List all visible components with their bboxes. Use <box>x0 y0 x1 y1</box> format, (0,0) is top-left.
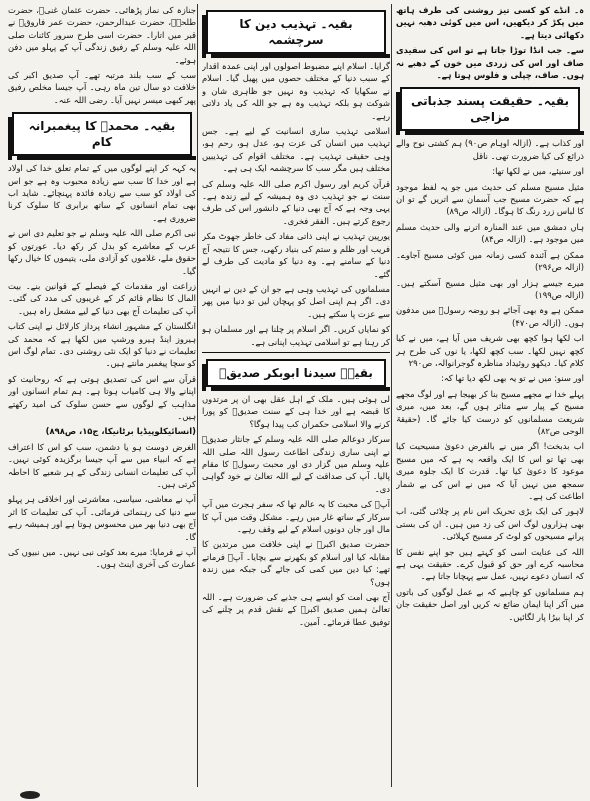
page-ornament <box>20 791 40 799</box>
paragraph: لی ہوئی ہیں۔ ملک کے اہل عقل بھی ان پر مرتدوں کا قبضہ ہے اور خدا ہی کے سنت صدیقؓ کو پورا کرنے والا اسلامی حکمران کب پیدا ہوگا؟ <box>202 393 390 429</box>
paragraph: اب لکھا ہوا کچھ بھی شریف میں آیا ہے، میں نے کیا کچھ نہیں لکھا۔ سب کچھ لکھا، یا نوں کی طرح ہر کلام کیا۔ دیکھو روئیداد مناظرہ گوجرانوالہ، ص۲۹۰ <box>396 333 584 368</box>
paragraph: مسلمانوں کی تہذیب وہی ہے جو ان کے دین نے انہیں دی۔ اگر ہم اپنی اصل کو پہچان لیں تو دنیا میں پھر سے عزت پا سکتے ہیں۔ <box>202 283 390 319</box>
paragraph: اسلامی تہذیب ساری انسانیت کے لیے ہے۔ جس تہذیب میں انسان کی عزت ہو، عدل ہو، رحم ہو، وہی حقیقی تہذیب ہے۔ مختلف اقوام کی تہذیبیں مختلف ہیں مگر سب کا سرچشمہ ایک ہی ہے۔ <box>202 126 390 174</box>
paragraph: پہلے خدا نے مجھے مسیح بنا کر بھیجا ہے اور لوگ مجھے مسیح کے پیار سے متاثر ہوں گے، بعد میں، میری شریعت مسلمانوں کو درست کیا جائے گا۔ (حقیقۃ الوحی ص۸۲) <box>396 388 584 436</box>
paragraph: ہ۔ انڈے کو کسی تیز روشنی کی طرف ہاتھ میں پکڑ کر دیکھیں، اس میں کوئی دھبہ نہیں دکھائی دیتا ہے۔ <box>396 5 584 40</box>
paragraph: اور سنو: میں نے تو یہ بھی لکھ دیا تھا کہ: <box>441 373 584 384</box>
section-heading: بقیہ۔ سیدنا ابوبکر صدیقؓ <box>206 359 386 387</box>
paragraph: کو نمایاں کریں۔ اگر اسلام پر چلنا ہے اور مسلمان ہو کر رہنا ہے تو اسلامی تہذیب اپنانی ہے۔ <box>202 324 390 347</box>
paragraph: آپ نے فرمایا: میرے بعد کوئی نبی نہیں۔ میں نبیوں کی عمارت کی آخری اینٹ ہوں۔ <box>8 547 196 570</box>
paragraph: اور کذاب ہے۔ (ازالہ اوہام ص۹۰) ہم کشتی نوح والے ذرائع کی کیا ضرورت تھی۔ ناقل <box>396 138 584 161</box>
paragraph: حضرت صدیق اکبرؓ نے اپنی خلافت میں مرتدین کا مقابلہ کیا اور اسلام کو بکھرنے سے بچایا۔ آپؓ فرماتے تھے: کیا دین میں کمی کی جائے گی جبکہ میں زندہ ہوں؟ <box>202 539 390 587</box>
section-heading: بقیہ۔ حقیقت پسند جذباتی مزاجی <box>400 87 580 131</box>
paragraph: ممکن ہے آئندہ کسی زمانہ میں کوئی مسیح آجاوے۔ (ازالہ ص۲۹۶) <box>396 249 584 273</box>
paragraph: قرآن کریم اور رسول اکرم صلی اللہ علیہ وسلم کی سنت نے جو تہذیب دی وہ ہمیشہ کے لیے زندہ ہے۔ یہی وجہ ہے کہ آج بھی دنیا کے دانشور اس کی طرف رجوع کرتے ہیں۔ الفقر فخری۔ <box>202 178 390 226</box>
paragraph: یورپین تہذیب نے اپنی ذاتی مفاد کی خاطر جھوٹ مکر فریب اور ظلم و ستم کی بنیاد رکھی، جس کا نتیجہ آج دنیا کے سامنے ہے۔ وہ دنیا کو مادیت کی طرف لے گئے۔ <box>202 231 390 279</box>
paragraph: سرکار دوعالم صلی اللہ علیہ وسلم کے جانثار صدیقؓ نے اپنی ساری زندگی اطاعت رسول اللہ صلی اللہ علیہ وسلم میں گزار دی اور محبت رسولؐ کا مقام پالیا۔ آپ کی صداقت کے لیے اللہ تعالیٰ نے خود گواہی دی۔ <box>202 434 390 494</box>
middle-column <box>202 4 390 787</box>
section-heading: بقیہ۔ محمدؐ کا پیغمبرانہ کام <box>12 112 192 156</box>
paragraph: ہاں دمشق میں عند المنارہ اترنے والی حدیث مسلم میں موجود ہے۔ (ازالہ ص۸۴) <box>396 221 584 245</box>
paragraph: سے۔ جب انڈا توڑا جاتا ہے تو اس کی سفیدی صاف اور اس کی زردی میں خون کے دھبے نہ ہوں۔ صاف، چپلی و فلوس ہوتا ہے۔ <box>396 45 584 81</box>
paragraph: قرآن سے اس کی تصدیق ہوتی ہے کہ روحانیت کو اپنانے والا ہی کامیاب ہوتا ہے۔ ہم تمام انسانوں اور مذاہب کے لوگوں سے حسن سلوک کی امید رکھتے ہیں۔ <box>8 373 196 421</box>
paragraph: آج بھی امت کو ایسے ہی جذبے کی ضرورت ہے۔ اللہ تعالیٰ ہمیں صدیق اکبرؓ کے نقش قدم پر چلنے کی توفیق عطا فرمائے۔ آمین۔ <box>202 592 390 627</box>
paragraph: ممکن ہے وہ بھی آجائے ہو روضہ رسولؐ میں مدفون ہوں۔ (ازالہ ص۴۷۰) <box>396 305 584 328</box>
paragraph: سب کے سب بلند مرتبہ تھے۔ آپ صدیق اکبر کی خلافت دو سال تین ماہ رہی۔ آپ جیسا مخلص رفیق پھر کبھی میسر نہیں آیا۔ رضی اللہ عنہ۔ <box>8 70 196 105</box>
paragraph: الغرض دوست ہو یا دشمن، سب کو اس کا اعتراف ہے کہ انبیاء میں سے آپ جیسا برگزیدہ کوئی نہیں۔ آپ کی تعلیمات انسانی زندگی کے ہر شعبے کا احاطہ کرتی ہیں۔ <box>8 441 196 489</box>
paragraph: میرے جیسے ہزار اور بھی مثیل مسیح آسکتے ہیں۔ (ازالہ ص۱۹۹) <box>396 277 584 300</box>
paragraph: لاہور کی ایک بڑی تحریک اس نام پر چلائی گئی، اب بھی ہزاروں لوگ اس کی زد میں ہیں۔ ان کی بستی پرانے مسیحوں کو لوٹ کر مسیح کہلائی۔ <box>396 506 584 542</box>
column-divider <box>391 4 392 787</box>
section-heading: بقیہ۔ تہذیب دین کا سرچشمہ <box>206 10 386 54</box>
paragraph: مثیل مسیح مسلم کی حدیث میں جو یہ لفظ موجود ہے کہ حضرت مسیح جب آسمان سے اتریں گے تو ان کا لباس زرد رنگ کا ہوگا۔ (ازالہ ص۸۹) <box>396 181 584 217</box>
column-divider <box>197 4 198 787</box>
paragraph: اور سنیئے، میں نے لکھا تھا: <box>492 166 584 177</box>
paragraph: یہ کہہ کر اپنے لوگوں میں کے تمام تعلق خدا کی اولاد ہے اور خدا کا سب سے زیادہ محبوب وہ ہے جو اس کی اولاد کو سب سے زیادہ فائدہ پہنچائے۔ شاید اب بھی تمام انسانوں کے ساتھ برابری کا سلوک کرنا ضروری ہے۔ <box>8 163 196 223</box>
paragraph: گرایا۔ اسلام اپنے مضبوط اصولوں اور اپنی عمدہ اقدار کے سبب دنیا کے مختلف حصوں میں پھیل گیا۔ اسلام نے سکھایا کہ تہذیب وہ نہیں جو ظاہری شان و شوکت ہو بلکہ تہذیب وہ ہے جو اللہ کی یاد دلاتی رہے۔ <box>202 61 390 121</box>
paragraph: جنازہ کی نماز پڑھائی۔ حضرت عثمان غنیؓ، حضرت طلحہؓ، حضرت عبدالرحمن، حضرت عمر فاروقؓ نے قبر میں اتارا۔ حضرت اسی طرح سرور کائنات صلی اللہ علیہ وسلم کے رفیق زندگی آپ کے پہلو میں دفن ہوئے۔ <box>8 5 196 65</box>
paragraph: زراعت اور مقدمات کے فیصلے کے قوانین بنے۔ بیت المال کا نظام قائم کر کے غریبوں کی مدد کی گئی۔ آپ کی تعلیمات آج بھی دنیا کے لیے مشعل راہ ہیں۔ <box>8 280 196 316</box>
paragraph: اب بدبخت! اگر میں نے بالفرض دعویٰ مسیحیت کیا بھی تھا تو اس کا ایک واقعہ یہ ہے کہ میں مسیح موعود کا دعویٰ کیا تھا۔ قدرت کا ایک جلوہ میری سمجھ میں نہیں آیا کہ میں نے اس کی بے شمار اطاعت کی ہے۔ <box>396 441 584 501</box>
paragraph: آپ نے معاشی، سیاسی، معاشرتی اور اخلاقی ہر پہلو سے دنیا کی رہنمائی فرمائی۔ آپ کی تعلیمات کا اثر آج بھی دنیا بھر میں محسوس ہوتا ہے اور ہمیشہ رہے گا۔ <box>8 494 196 542</box>
section-separator <box>202 352 390 353</box>
paragraph: ہم مسلمانوں کو چاہیے کہ بے عمل لوگوں کی باتوں میں آکر اپنا ایمان ضائع نہ کریں اور اصل حقیقت جان کر اپنا بیڑا پار لگائیں۔ <box>396 586 584 622</box>
paragraph: نبی اکرم صلی اللہ علیہ وسلم نے جو تعلیم دی اس نے عرب کے معاشرے کو بدل کر رکھ دیا۔ عورتوں کو حقوق ملے، غلاموں کو آزادی ملی، یتیموں کا خیال رکھا گیا۔ <box>8 228 196 276</box>
paragraph: آپؓ کی محبت کا یہ عالم تھا کہ سفر ہجرت میں آپ سرکار کے ساتھ غار میں رہے۔ مشکل وقت میں آپ کا مال اور جان دونوں اسلام کے لیے وقف رہے۔ <box>202 499 390 534</box>
right-column <box>396 4 584 787</box>
left-column <box>8 4 196 787</box>
citation: (انسائیکلوپیڈیا برٹانیکا، ج۱۵، ص۸۹۸) <box>45 426 196 437</box>
paragraph: اللہ کی عنایت اسی کو کہتے ہیں جو اپنے نفس کا محاسبہ کرے اور حق کو قبول کرے۔ حقیقت یہی ہے کہ انسان دعوے نہیں، عمل سے پہچانا جاتا ہے۔ <box>396 546 584 582</box>
paragraph: انگلستان کے مشہور انشاء پرداز کارلائل نے اپنی کتاب ہیروز اینڈ ہیرو ورشپ میں لکھا ہے کہ محمد کی تعلیمات نے دنیا کو ایک نئی روشنی دی۔ تمام لوگ اس کو سچا پیغمبر مانتے ہیں۔ <box>8 321 196 369</box>
